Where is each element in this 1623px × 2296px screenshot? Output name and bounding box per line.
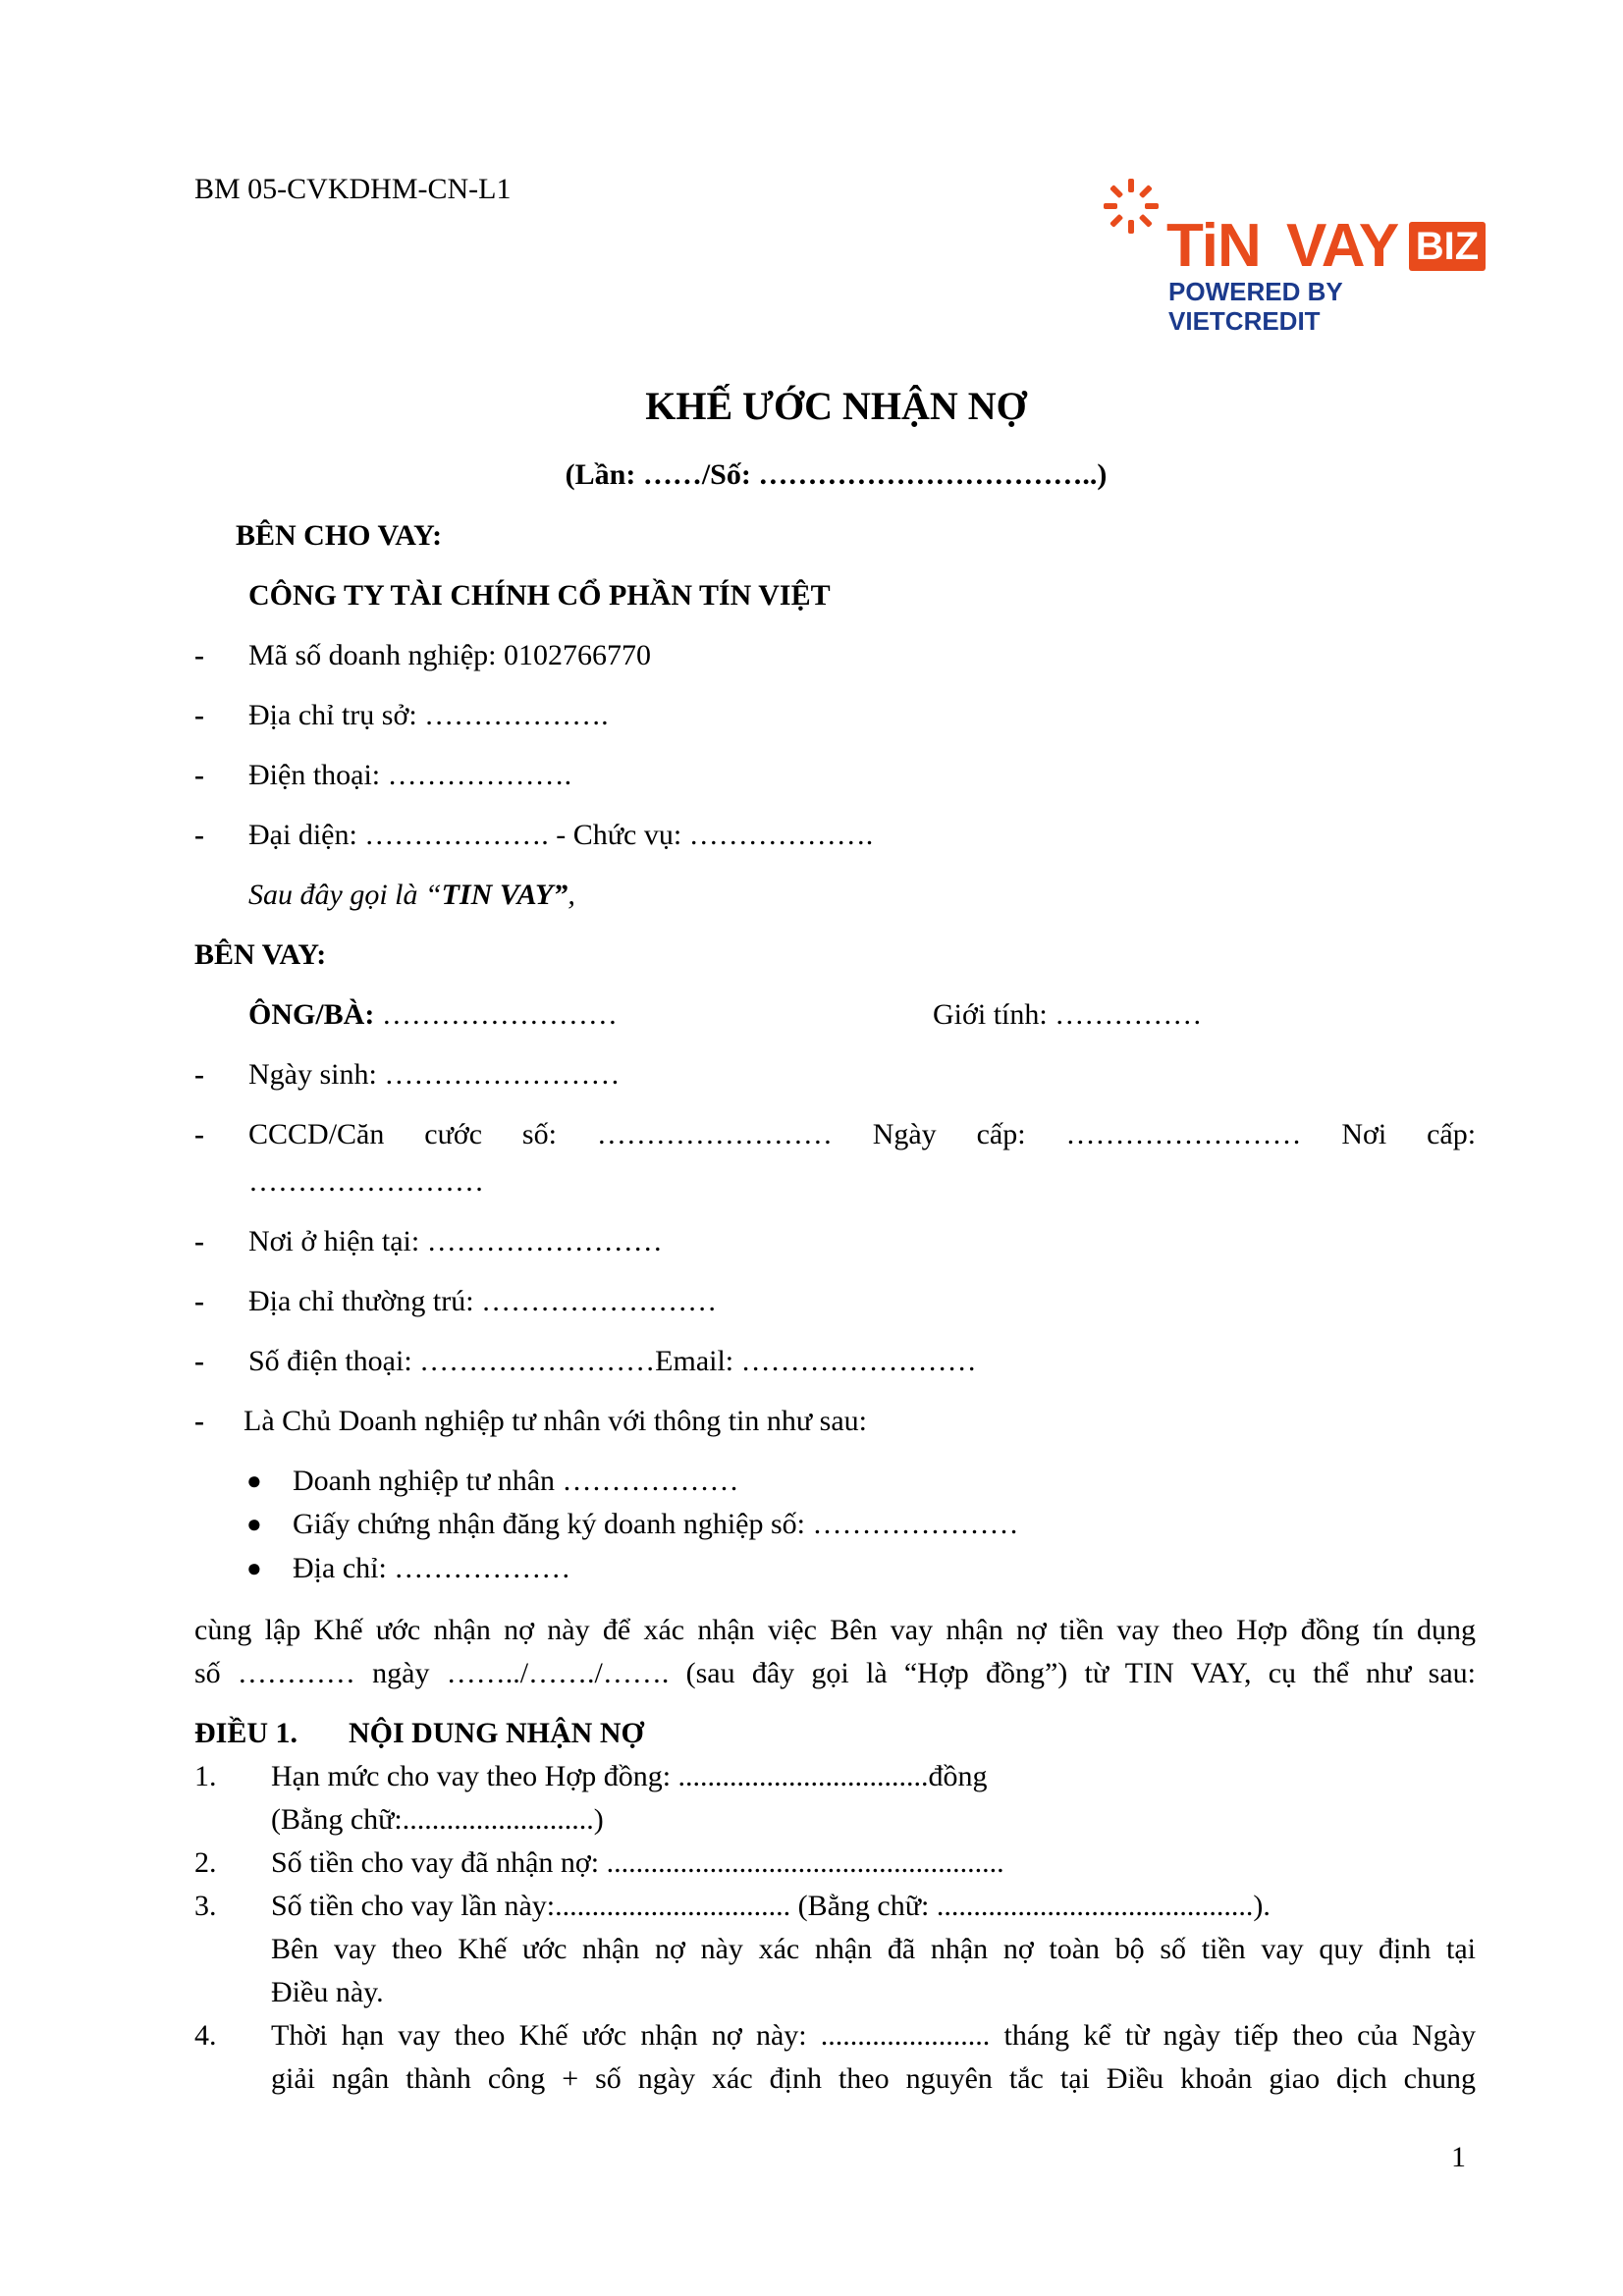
borrower-name: ÔNG/BÀ: …………………… (248, 998, 618, 1031)
amount-received-line: Số tiền cho vay đã nhận nợ: ...................................................... (271, 1846, 1004, 1879)
borrower-id-line: CCCD/Căn cước số: …………………… Ngày cấp: …………………… Nơi cấp: (248, 1118, 1477, 1150)
logo-vay-text: VAY (1286, 212, 1399, 280)
confirmation-line: Bên vay theo Khế ước nhận nợ này xác nhận đã nhận nợ toàn bộ số tiền vay quy định tại (271, 1933, 1476, 1965)
bullet-dot: ● (246, 1554, 262, 1582)
loan-term-line-2: giải ngân thành công + số ngày xác định theo nguyên tắc tại Điều khoản giao dịch chung (271, 2062, 1476, 2095)
borrower-permanent-address: Địa chỉ thường trú: …………………… (248, 1285, 718, 1317)
lender-phone: Điện thoại: ………………. (248, 759, 572, 791)
bullet-dot: ● (246, 1510, 262, 1538)
dash-marker: - (194, 819, 204, 851)
dash-marker: - (194, 1285, 204, 1317)
current-amount-line: Số tiền cho vay lần này:................................ (Bằng chữ: ...........................................). (271, 1890, 1271, 1922)
dash-marker: - (194, 699, 204, 731)
item-number: 2. (194, 1846, 217, 1879)
document-title: KHẾ ƯỚC NHẬN NỢ (645, 384, 1027, 428)
item-number: 4. (194, 2019, 217, 2052)
business-name: Doanh nghiệp tư nhân ……………… (293, 1465, 739, 1497)
article-1-title: NỘI DUNG NHẬN NỢ (349, 1717, 644, 1749)
lender-heading: BÊN CHO VAY: (236, 519, 443, 552)
lender-alias: Sau đây gọi là “TIN VAY”, (248, 879, 575, 911)
credit-limit-words: (Bằng chữ:..........................) (271, 1803, 604, 1836)
dash-marker: - (194, 1225, 204, 1257)
logo-biz-badge: BIZ (1409, 222, 1486, 271)
borrower-gender: Giới tính: …………… (933, 998, 1203, 1031)
bullet-dot: ● (246, 1467, 262, 1495)
intro-line-2: số ………… ngày ……../……./……. (sau đây gọi là “Hợp đồng”) từ TIN VAY, cụ thể như sau: (194, 1657, 1476, 1689)
logo-tin-text: TiN (1166, 212, 1261, 280)
lender-tax-code: Mã số doanh nghiệp: 0102766770 (248, 639, 651, 671)
borrower-id-issue-place: …………………… (248, 1165, 484, 1198)
logo-tagline: POWERED BY VIETCREDIT (1168, 277, 1343, 336)
borrower-dob: Ngày sinh: …………………… (248, 1058, 621, 1091)
credit-limit-line: Hạn mức cho vay theo Hợp đồng: ..................................đồng (271, 1760, 988, 1792)
sunburst-icon (1102, 177, 1161, 236)
loan-term-line: Thời hạn vay theo Khế ước nhận nợ này: ....................... tháng kể từ ngày tiếp theo của Ngày (271, 2019, 1476, 2052)
form-code: BM 05-CVKDHM-CN-L1 (194, 173, 512, 205)
dash-marker: - (194, 1118, 204, 1150)
borrower-phone-email: Số điện thoại: ……………………Email: …………………… (248, 1345, 977, 1377)
dash-marker: - (194, 1345, 204, 1377)
article-1-label: ĐIỀU 1. (194, 1717, 298, 1749)
confirmation-line-end: Điều này. (271, 1976, 384, 2008)
borrower-owner-line: Là Chủ Doanh nghiệp tư nhân với thông tin như sau: (243, 1405, 867, 1437)
borrower-current-address: Nơi ở hiện tại: …………………… (248, 1225, 663, 1257)
lender-company: CÔNG TY TÀI CHÍNH CỔ PHẦN TÍN VIỆT (248, 579, 831, 612)
document-subtitle: (Lần: ……/Số: ……………………………..) (565, 458, 1108, 491)
item-number: 3. (194, 1890, 217, 1922)
dash-marker: - (194, 759, 204, 791)
page-number: 1 (1451, 2141, 1466, 2173)
lender-representative: Đại diện: ………………. - Chức vụ: ………………. (248, 819, 874, 851)
dash-marker: - (194, 1405, 204, 1437)
business-address: Địa chỉ: ……………… (293, 1552, 571, 1584)
item-number: 1. (194, 1760, 217, 1792)
dash-marker: - (194, 1058, 204, 1091)
business-registration: Giấy chứng nhận đăng ký doanh nghiệp số: ………………… (293, 1508, 1019, 1540)
lender-address: Địa chỉ trụ sở: ………………. (248, 699, 609, 731)
intro-line-1: cùng lập Khế ước nhận nợ này để xác nhận việc Bên vay nhận nợ tiền vay theo Hợp đồng tín dụng (194, 1614, 1476, 1646)
borrower-heading: BÊN VAY: (194, 938, 327, 971)
tinvay-biz-logo (1100, 167, 1483, 336)
dash-marker: - (194, 639, 204, 671)
